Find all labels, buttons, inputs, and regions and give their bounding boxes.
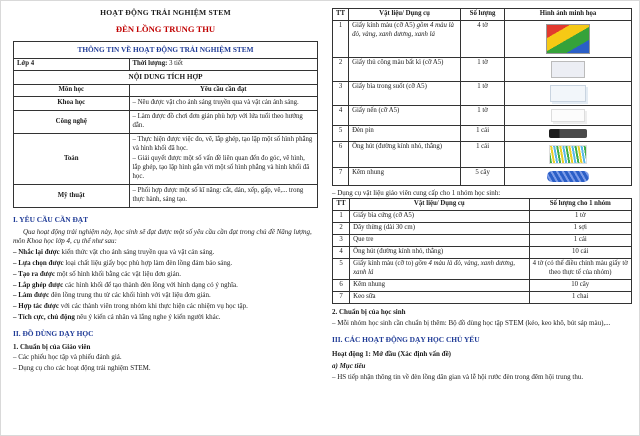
qty-cell: 1 tờ [461,105,505,125]
section-1-title: I. YÊU CẦU CẦN ĐẠT [13,215,89,225]
item-cell [350,247,529,259]
requirement-line: – Làm được đồ chơi đơn giản phù hợp với lứa tuổi theo hướng dẫn. [132,113,303,130]
qty-cell: 1 cái [461,125,505,141]
subject-cell: Toán [14,134,130,185]
row-number: 6 [333,141,349,167]
list-item [13,259,318,268]
image-cell [505,125,632,141]
qty-cell: 4 tờ (có thể điều chỉnh màu giấy tờ theo thực tế của nhóm) [529,259,632,280]
item-cell [349,20,461,57]
item-note: gồm 4 màu là đỏ, vàng, xanh dương, xanh lá [352,21,454,38]
table-row [333,20,632,57]
item-name: Keo sữa [353,292,376,300]
bullet-lead: – Lắp ghép được [13,280,64,289]
item-name: Kẽm nhung [352,168,384,176]
subject-cell: Khoa học [14,97,130,111]
col-header-tt: TT [333,9,349,21]
image-cell [505,141,632,167]
col-header-image: Hình ảnh minh họa [505,9,632,21]
item-cell [349,57,461,81]
table-row [14,58,318,70]
row-number: 4 [333,247,350,259]
plain-sheet-image [551,61,585,78]
bullet-lead: – Lựa chọn được [13,259,64,268]
requirement-line: – Nêu được vật cho ánh sáng truyền qua và vật cản ánh sáng. [132,99,299,107]
image-cell [505,20,632,57]
list-item: – Các phiếu học tập và phiếu đánh giá. [13,353,122,362]
table-row [14,42,318,59]
student-prep-bullet: – Mỗi nhóm học sinh cần chuẩn bị thêm: Bộ đồ dùng học tập STEM (kéo, keo khô, bút sáp màu),... [332,318,611,327]
item-name: Dây thừng (dài 30 cm) [353,224,415,232]
teacher-prep-title: 1. Chuẩn bị của Giáo viên [13,342,91,351]
flashlight-image [549,129,587,138]
item-name: Giấy kính màu (cỡ A5) [352,21,415,29]
image-cell [505,81,632,105]
row-number: 6 [333,279,350,291]
table-row [333,167,632,185]
item-name: Ống hút (đường kính nhỏ, thẳng) [352,142,443,150]
table-row [14,134,318,185]
table-row [333,105,632,125]
item-name: Giấy thủ công màu bất kì (cỡ A5) [352,58,444,66]
item-cell [350,223,529,235]
bullet-lead: – Tích cực, chủ động [13,312,75,321]
section-3-title: III. CÁC HOẠT ĐỘNG DẠY HỌC CHỦ YẾU [332,334,480,344]
table-row [14,111,318,134]
page-header-title: HOẠT ĐỘNG TRẢI NGHIỆM STEM [100,8,231,17]
bullet-rest: đèn lồng trung thu từ các khối hình với vật liệu đơn giản. [49,291,211,300]
col-header-qty: Số lượng [461,9,505,21]
row-number: 2 [333,223,350,235]
image-cell [505,105,632,125]
item-cell [349,141,461,167]
item-name: Giấy kính màu (cỡ to) [353,260,414,268]
objective-label: a) Mục tiêu [332,361,366,370]
section-1-intro: Qua hoạt động trải nghiệm này, học sinh sẽ đạt được một số yêu cầu cần đạt trong chủ đề Năng lượng, môn Khoa học lớp 4, cụ thể như sau: [13,227,312,246]
straws-image [549,145,587,164]
item-cell [349,105,461,125]
item-name: Ống hút (đường kính nhỏ, thẳng) [353,248,444,256]
row-number: 7 [333,167,349,185]
item-name: Giấy nến (cỡ A5) [352,106,400,114]
item-cell [349,167,461,185]
item-cell [350,291,529,303]
table-row [333,211,632,223]
col-header-tt: TT [333,199,350,211]
document-title: ĐÈN LỒNG TRUNG THU [115,24,216,35]
subject-cell: Công nghệ [14,111,130,134]
row-number: 2 [333,57,349,81]
col-header-qty-group: Số lượng cho 1 nhóm [529,199,632,211]
duration-cell [129,58,317,70]
item-name: Đèn pin [352,126,374,134]
table-row [333,247,632,259]
col-header-item: Vật liệu/ Dụng cụ [349,9,461,21]
list-item [13,248,318,257]
colored-sheets-image [546,24,590,54]
requirement-cell [129,111,317,134]
image-cell [505,57,632,81]
requirement-cell [129,97,317,111]
item-cell [350,279,529,291]
requirement-line: – Thực hiện được việc đo, vẽ, lắp ghép, tạo lập một số hình phẳng và hình khối đã học. [132,136,313,153]
qty-cell: 1 tờ [461,81,505,105]
qty-cell: 1 sợi [529,223,632,235]
requirement-cell [129,185,317,208]
section-2-title: II. ĐỒ DÙNG DẠY HỌC [13,328,94,338]
left-column [13,8,318,375]
table-header-row [14,85,318,97]
row-number: 3 [333,235,350,247]
table-row [14,97,318,111]
row-number: 1 [333,20,349,57]
table-row [333,141,632,167]
table-header-row [333,199,632,211]
table-row [333,259,632,280]
qty-cell: 4 tờ [461,20,505,57]
list-item [13,291,318,300]
table-row [333,81,632,105]
list-item [13,270,318,279]
col-header-requirement: Yêu cầu cần đạt [129,85,317,97]
list-item [13,281,318,290]
row-number: 7 [333,291,350,303]
table-row [333,279,632,291]
table-row [333,235,632,247]
group-supplies-note: – Dụng cụ vật liệu giáo viên cung cấp cho 1 nhóm học sinh: [332,188,501,197]
right-column [332,8,632,383]
duration-label: Thời lượng: [132,59,168,67]
bullet-lead: – Làm được [13,291,50,300]
item-name: Kẽm nhung [353,280,386,288]
table-row [14,185,318,208]
clear-sheets-image [550,85,586,102]
objective-bullet: – HS tiếp nhận thông tin về đèn lồng dân gian và lễ hội rước đèn trong đêm hội trung thu. [332,372,584,381]
list-item: – Dụng cụ cho các hoạt động trải nghiệm STEM. [13,364,151,373]
table-row [14,70,318,85]
item-name: Giấy bìa trong suốt (cỡ A5) [352,82,427,90]
table-row [333,57,632,81]
bullet-rest: các hình khối để tạo thành đèn lồng với hình dạng có ý nghĩa. [63,280,238,289]
qty-cell: 1 tờ [529,211,632,223]
item-name: Que tre [353,236,374,244]
materials-table [332,8,632,186]
student-prep-title: 2. Chuẩn bị của học sinh [332,307,406,316]
item-cell [349,81,461,105]
table-row [333,223,632,235]
item-cell [350,259,529,280]
row-number: 4 [333,105,349,125]
row-number: 5 [333,125,349,141]
qty-cell: 1 tờ [461,57,505,81]
qty-cell: 1 cái [461,141,505,167]
item-cell [349,125,461,141]
subject-cell: Mỹ thuật [14,185,130,208]
item-cell [350,235,529,247]
list-item [13,313,318,322]
qty-cell: 10 cây [529,279,632,291]
qty-cell: 1 cái [529,235,632,247]
bullet-rest: kiến thức vật cho ánh sáng truyền qua và vật cản sáng. [59,248,215,257]
duration-value: 3 tiết [169,59,183,67]
qty-cell: 5 cây [461,167,505,185]
col-header-item: Vật liệu/ Dụng cụ [350,199,529,211]
bullet-rest: loại chất liệu giấy bọc phù hợp làm đèn lồng đảm bảo sáng. [63,259,233,268]
qty-cell: 1 chai [529,291,632,303]
row-number: 1 [333,211,350,223]
table-row [333,125,632,141]
row-number: 3 [333,81,349,105]
table-header-row [333,9,632,21]
bullet-rest: một số hình khối bằng các vật liệu đơn giản. [54,269,181,278]
bullet-rest: nêu ý kiến cá nhân và lắng nghe ý kiến người khác. [74,312,221,321]
bullet-rest: với các thành viên trong nhóm khi thực hiện các nhiệm vụ học tập. [58,302,248,311]
grade-label: Lớp 4 [17,59,35,67]
info-table [13,41,318,208]
info-banner: THÔNG TIN VỀ HOẠT ĐỘNG TRẢI NGHIỆM STEM [14,42,318,59]
bullet-lead: – Tạo ra được [13,269,55,278]
item-note: gồm 4 màu là đỏ, vàng, xanh dương, xanh lá [353,260,515,277]
activity-1-title: Hoạt động 1: Mở đầu (Xác định vấn đề) [332,349,452,358]
col-header-subject: Môn học [14,85,130,97]
bullet-lead: – Nhắc lại được [13,248,60,257]
table-row [333,291,632,303]
requirement-cell [129,134,317,185]
bullet-lead: – Hợp tác được [13,302,59,311]
section-1-bullets [13,248,318,322]
integration-title: NỘI DUNG TÍCH HỢP [14,70,318,85]
grade-cell [14,58,130,70]
qty-cell: 10 cái [529,247,632,259]
row-number: 5 [333,259,350,280]
group-materials-table [332,198,632,304]
item-name: Giấy bìa cứng (cỡ A5) [353,212,415,220]
pipe-cleaners-image [547,171,589,182]
list-item [13,302,318,311]
requirement-line: – Phối hợp được một số kĩ năng: cắt, dán, xếp, gấp, vẽ,... trong thực hành, sáng tạo. [132,187,304,204]
item-cell [350,211,529,223]
wax-sheets-image [551,109,585,122]
image-cell [505,167,632,185]
requirement-line: – Giải quyết được một số vấn đề liên quan đến đo góc, vẽ hình, lắp ghép, tạo lập hình gắn với một số hình phẳng và hình khối đã học. [132,155,310,181]
